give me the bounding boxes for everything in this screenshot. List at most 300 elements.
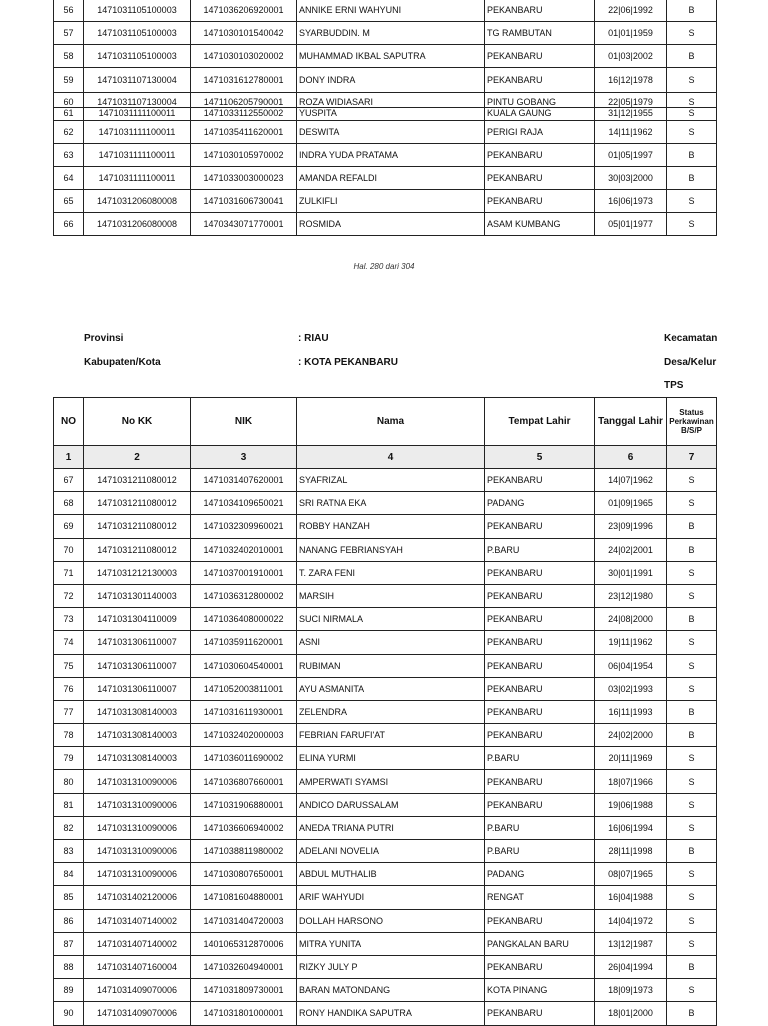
cell-nama: ASNI [297,631,485,654]
cell-tanggal-lahir: 22|05|1979 [595,93,667,108]
cell-no: 88 [54,955,84,978]
kabupaten-label: Kabupaten/Kota [84,357,161,368]
cell-no: 57 [54,22,84,45]
table-row [54,793,717,816]
cell-no-kk: 1471031306110007 [84,631,191,654]
cell-tempat-lahir: PANGKALAN BARU [485,932,595,955]
cell-tanggal-lahir: 24|02|2000 [595,724,667,747]
table-row [54,213,717,236]
cell-nik: 1471031606730041 [191,190,297,213]
cell-tanggal-lahir: 24|02|2001 [595,538,667,561]
cell-tanggal-lahir: 19|06|1988 [595,793,667,816]
cell-no: 66 [54,213,84,236]
cell-nik: 1471032402000003 [191,724,297,747]
cell-nama: AYU ASMANITA [297,677,485,700]
page-number: Hal. 280 dari 304 [353,262,415,271]
cell-nama: FEBRIAN FARUFI'AT [297,724,485,747]
cell-status: S [667,492,717,515]
cell-tempat-lahir: PEKANBARU [485,584,595,607]
cell-no-kk: 1471031407140002 [84,932,191,955]
col-header-tanggal-lahir: Tanggal Lahir [595,398,667,446]
cell-no: 73 [54,608,84,631]
cell-nik: 1471035911620001 [191,631,297,654]
cell-no: 74 [54,631,84,654]
cell-nik: 1471037001910001 [191,561,297,584]
cell-tempat-lahir: PEKANBARU [485,631,595,654]
cell-nama: ELINA YURMI [297,747,485,770]
cell-tanggal-lahir: 19|11|1962 [595,631,667,654]
cell-status: S [667,584,717,607]
cell-nik: 1471030101540042 [191,22,297,45]
cell-no-kk: 1471031111100011 [84,167,191,190]
cell-tanggal-lahir: 01|09|1965 [595,492,667,515]
cell-status: B [667,955,717,978]
provinsi-label: Provinsi [84,333,124,344]
cell-status: S [667,932,717,955]
cell-nik: 1471032309960021 [191,515,297,538]
cell-nama: NANANG FEBRIANSYAH [297,538,485,561]
cell-no: 89 [54,979,84,1002]
cell-tempat-lahir: PEKANBARU [485,515,595,538]
cell-tanggal-lahir: 06|04|1954 [595,654,667,677]
cell-status: S [667,108,717,121]
cell-status: S [667,793,717,816]
cell-no-kk: 1471031211080012 [84,469,191,492]
cell-nama: SUCI NIRMALA [297,608,485,631]
cell-nama: ABDUL MUTHALIB [297,863,485,886]
cell-nik: 1471034109650021 [191,492,297,515]
cell-status: B [667,0,717,22]
cell-tanggal-lahir: 01|05|1997 [595,144,667,167]
cell-nik: 1471038811980002 [191,840,297,863]
cell-no-kk: 1471031211080012 [84,492,191,515]
col-header-tempat-lahir: Tempat Lahir [485,398,595,446]
previous-page-table [53,0,717,236]
table-row [54,631,717,654]
cell-no-kk: 1471031308140003 [84,700,191,723]
table-row [54,121,717,144]
cell-tanggal-lahir: 16|11|1993 [595,700,667,723]
cell-status: S [667,979,717,1002]
cell-status: S [667,68,717,93]
cell-no-kk: 1471031310090006 [84,816,191,839]
table-row [54,93,717,108]
cell-nama: ZELENDRA [297,700,485,723]
cell-nik: 1471033112550002 [191,108,297,121]
cell-status: B [667,700,717,723]
cell-nama: T. ZARA FENI [297,561,485,584]
cell-no-kk: 1471031409070006 [84,1002,191,1025]
cell-tanggal-lahir: 03|02|1993 [595,677,667,700]
cell-nik: 1471032604940001 [191,955,297,978]
table-row [54,492,717,515]
cell-nik: 1471033003000023 [191,167,297,190]
column-number-row [54,446,717,469]
cell-tempat-lahir: PEKANBARU [485,770,595,793]
cell-nama: DONY INDRA [297,68,485,93]
cell-no-kk: 1471031310090006 [84,770,191,793]
table-row [54,68,717,93]
cell-no: 87 [54,932,84,955]
cell-nama: ANNIKE ERNI WAHYUNI [297,0,485,22]
cell-nama: BARAN MATONDANG [297,979,485,1002]
voter-table [53,397,717,1026]
cell-no: 85 [54,886,84,909]
cell-tanggal-lahir: 24|08|2000 [595,608,667,631]
table-row [54,955,717,978]
cell-no: 56 [54,0,84,22]
cell-tempat-lahir: PEKANBARU [485,561,595,584]
table-row [54,677,717,700]
cell-status: B [667,515,717,538]
cell-tempat-lahir: PEKANBARU [485,700,595,723]
cell-no: 71 [54,561,84,584]
cell-tempat-lahir: PEKANBARU [485,955,595,978]
cell-status: B [667,167,717,190]
cell-no-kk: 1471031310090006 [84,840,191,863]
cell-no-kk: 1471031212130003 [84,561,191,584]
cell-tanggal-lahir: 16|04|1988 [595,886,667,909]
cell-no-kk: 1471031409070006 [84,979,191,1002]
table-row [54,724,717,747]
col-header-nama: Nama [297,398,485,446]
cell-nik: 1401065312870006 [191,932,297,955]
cell-tempat-lahir: KOTA PINANG [485,979,595,1002]
table-row [54,700,717,723]
table-row [54,608,717,631]
cell-tempat-lahir: PEKANBARU [485,1002,595,1025]
cell-tempat-lahir: PERIGI RAJA [485,121,595,144]
table-row [54,167,717,190]
cell-no-kk: 1471031308140003 [84,724,191,747]
cell-nama: DOLLAH HARSONO [297,909,485,932]
cell-no: 90 [54,1002,84,1025]
cell-no-kk: 1471031310090006 [84,863,191,886]
cell-tempat-lahir: PEKANBARU [485,724,595,747]
col-number: 5 [485,446,595,469]
cell-status: B [667,1002,717,1025]
cell-status: B [667,724,717,747]
table-row [54,979,717,1002]
cell-no: 86 [54,909,84,932]
table-row [54,932,717,955]
cell-no-kk: 1471031107130004 [84,93,191,108]
cell-status: S [667,22,717,45]
cell-no-kk: 1471031111100011 [84,144,191,167]
table-row [54,654,717,677]
cell-nik: 1471036011690002 [191,747,297,770]
table-row [54,45,717,68]
column-header-row [54,398,717,446]
col-header-kk: No KK [84,398,191,446]
cell-tempat-lahir: P.BARU [485,538,595,561]
table-row [54,863,717,886]
cell-tanggal-lahir: 16|12|1978 [595,68,667,93]
cell-nik: 1471030604540001 [191,654,297,677]
cell-tanggal-lahir: 28|11|1998 [595,840,667,863]
cell-no: 79 [54,747,84,770]
cell-nik: 1471031611930001 [191,700,297,723]
cell-nama: AMANDA REFALDI [297,167,485,190]
cell-status: S [667,886,717,909]
cell-tanggal-lahir: 16|06|1994 [595,816,667,839]
cell-no-kk: 1471031306110007 [84,654,191,677]
table-row [54,144,717,167]
col-header-nik: NIK [191,398,297,446]
cell-status: B [667,608,717,631]
cell-tanggal-lahir: 23|09|1996 [595,515,667,538]
cell-tempat-lahir: PEKANBARU [485,144,595,167]
table-row [54,816,717,839]
cell-nama: RUBIMAN [297,654,485,677]
cell-tanggal-lahir: 18|09|1973 [595,979,667,1002]
cell-status: S [667,213,717,236]
cell-nama: SRI RATNA EKA [297,492,485,515]
cell-status: S [667,561,717,584]
cell-nama: ROZA WIDIASARI [297,93,485,108]
col-header-status: Status Perkawinan B/S/P [667,398,717,446]
col-header-no: NO [54,398,84,446]
cell-no-kk: 1471031310090006 [84,793,191,816]
cell-tempat-lahir: P.BARU [485,816,595,839]
cell-no-kk: 1471031306110007 [84,677,191,700]
cell-tempat-lahir: RENGAT [485,886,595,909]
cell-tanggal-lahir: 18|07|1966 [595,770,667,793]
cell-nik: 1471036408000022 [191,608,297,631]
cell-nik: 1471052003811001 [191,677,297,700]
cell-tanggal-lahir: 22|06|1992 [595,0,667,22]
cell-no-kk: 1471031206080008 [84,213,191,236]
cell-no: 68 [54,492,84,515]
cell-tempat-lahir: P.BARU [485,840,595,863]
cell-no-kk: 1471031407140002 [84,909,191,932]
cell-status: S [667,909,717,932]
cell-no: 62 [54,121,84,144]
table-row [54,108,717,121]
cell-status: S [667,677,717,700]
kecamatan-label: Kecamatan [664,333,718,344]
table-row [54,840,717,863]
cell-tanggal-lahir: 18|01|2000 [595,1002,667,1025]
cell-no: 63 [54,144,84,167]
cell-nik: 1471031404720003 [191,909,297,932]
cell-no: 70 [54,538,84,561]
cell-status: B [667,840,717,863]
table-row [54,538,717,561]
cell-nama: RONY HANDIKA SAPUTRA [297,1002,485,1025]
cell-no: 60 [54,93,84,108]
cell-status: S [667,121,717,144]
cell-tanggal-lahir: 30|01|1991 [595,561,667,584]
cell-nik: 1471036807660001 [191,770,297,793]
cell-tempat-lahir: PEKANBARU [485,68,595,93]
cell-tempat-lahir: PEKANBARU [485,793,595,816]
col-number: 3 [191,446,297,469]
cell-tempat-lahir: PEKANBARU [485,190,595,213]
cell-status: S [667,654,717,677]
cell-no-kk: 1471031407160004 [84,955,191,978]
cell-nama: RIZKY JULY P [297,955,485,978]
cell-tempat-lahir: PEKANBARU [485,654,595,677]
cell-no: 72 [54,584,84,607]
cell-nama: ANDICO DARUSSALAM [297,793,485,816]
cell-tanggal-lahir: 05|01|1977 [595,213,667,236]
col-number: 7 [667,446,717,469]
cell-no-kk: 1471031107130004 [84,68,191,93]
cell-no: 81 [54,793,84,816]
cell-status: S [667,816,717,839]
cell-tempat-lahir: PEKANBARU [485,45,595,68]
cell-no: 76 [54,677,84,700]
table-row [54,1002,717,1025]
cell-nik: 1471036606940002 [191,816,297,839]
cell-nik: 1471036206920001 [191,0,297,22]
cell-nik: 1471030807650001 [191,863,297,886]
cell-no: 78 [54,724,84,747]
cell-tempat-lahir: PEKANBARU [485,0,595,22]
cell-nik: 1471031612780001 [191,68,297,93]
cell-nama: SYARBUDDIN. M [297,22,485,45]
cell-tanggal-lahir: 14|07|1962 [595,469,667,492]
cell-tanggal-lahir: 14|11|1962 [595,121,667,144]
cell-no: 77 [54,700,84,723]
cell-status: S [667,863,717,886]
cell-nama: SYAFRIZAL [297,469,485,492]
cell-no: 58 [54,45,84,68]
table-row [54,469,717,492]
cell-no: 82 [54,816,84,839]
cell-tanggal-lahir: 01|03|2002 [595,45,667,68]
col-number: 1 [54,446,84,469]
cell-tempat-lahir: PINTU GOBANG [485,93,595,108]
cell-tempat-lahir: KUALA GAUNG [485,108,595,121]
cell-tanggal-lahir: 31|12|1955 [595,108,667,121]
cell-status: S [667,190,717,213]
cell-nama: MITRA YUNITA [297,932,485,955]
cell-no-kk: 1471031105100003 [84,45,191,68]
cell-no-kk: 1471031206080008 [84,190,191,213]
cell-nik: 1471031809730001 [191,979,297,1002]
cell-no: 83 [54,840,84,863]
cell-status: B [667,144,717,167]
cell-nama: YUSPITA [297,108,485,121]
cell-tempat-lahir: PEKANBARU [485,469,595,492]
kabupaten-value: : KOTA PEKANBARU [298,357,398,368]
cell-tempat-lahir: TG RAMBUTAN [485,22,595,45]
cell-no: 84 [54,863,84,886]
cell-no: 75 [54,654,84,677]
cell-status: S [667,469,717,492]
cell-no-kk: 1471031301140003 [84,584,191,607]
cell-status: B [667,538,717,561]
cell-status: S [667,770,717,793]
tps-label: TPS [664,380,684,391]
cell-tanggal-lahir: 16|06|1973 [595,190,667,213]
cell-no: 69 [54,515,84,538]
cell-status: S [667,747,717,770]
cell-tanggal-lahir: 30|03|2000 [595,167,667,190]
cell-no-kk: 1471031211080012 [84,515,191,538]
cell-nama: ADELANI NOVELIA [297,840,485,863]
table-row [54,0,717,22]
cell-nik: 1470343071770001 [191,213,297,236]
table-row [54,22,717,45]
cell-nik: 1471031906880001 [191,793,297,816]
col-number: 2 [84,446,191,469]
cell-tanggal-lahir: 01|01|1959 [595,22,667,45]
cell-no-kk: 1471031211080012 [84,538,191,561]
cell-no-kk: 1471031111100011 [84,108,191,121]
cell-no-kk: 1471031105100003 [84,0,191,22]
cell-nama: DESWITA [297,121,485,144]
voter-table-body [54,469,717,1026]
cell-nama: MARSIH [297,584,485,607]
table-row [54,747,717,770]
cell-tanggal-lahir: 14|04|1972 [595,909,667,932]
cell-tanggal-lahir: 20|11|1969 [595,747,667,770]
col-number: 6 [595,446,667,469]
cell-no: 64 [54,167,84,190]
cell-nik: 1471031407620001 [191,469,297,492]
cell-nama: INDRA YUDA PRATAMA [297,144,485,167]
cell-tempat-lahir: P.BARU [485,747,595,770]
cell-no: 59 [54,68,84,93]
cell-nama: MUHAMMAD IKBAL SAPUTRA [297,45,485,68]
cell-nama: ROSMIDA [297,213,485,236]
cell-no-kk: 1471031304110009 [84,608,191,631]
cell-nik: 1471031801000001 [191,1002,297,1025]
cell-status: S [667,631,717,654]
cell-no: 61 [54,108,84,121]
cell-nama: ARIF WAHYUDI [297,886,485,909]
cell-tempat-lahir: PEKANBARU [485,677,595,700]
desa-label: Desa/Kelur [664,357,717,368]
cell-nama: ROBBY HANZAH [297,515,485,538]
cell-nama: ZULKIFLI [297,190,485,213]
cell-nik: 1471030105970002 [191,144,297,167]
cell-tanggal-lahir: 26|04|1994 [595,955,667,978]
provinsi-value: : RIAU [298,333,329,344]
cell-nik: 1471106205790001 [191,93,297,108]
cell-no-kk: 1471031402120006 [84,886,191,909]
cell-tempat-lahir: PADANG [485,863,595,886]
cell-nik: 1471081604880001 [191,886,297,909]
table-row [54,561,717,584]
cell-no: 67 [54,469,84,492]
cell-tempat-lahir: PEKANBARU [485,909,595,932]
cell-nik: 1471030103020002 [191,45,297,68]
col-number: 4 [297,446,485,469]
cell-nik: 1471036312800002 [191,584,297,607]
cell-nik: 1471032402010001 [191,538,297,561]
cell-tanggal-lahir: 08|07|1965 [595,863,667,886]
table-row [54,190,717,213]
cell-tanggal-lahir: 13|12|1987 [595,932,667,955]
cell-nik: 1471035411620001 [191,121,297,144]
cell-tempat-lahir: PADANG [485,492,595,515]
table-row [54,584,717,607]
table-row [54,909,717,932]
table-row [54,770,717,793]
cell-no-kk: 1471031105100003 [84,22,191,45]
cell-tempat-lahir: PEKANBARU [485,167,595,190]
cell-no: 80 [54,770,84,793]
table-row [54,515,717,538]
cell-no-kk: 1471031308140003 [84,747,191,770]
cell-no: 65 [54,190,84,213]
cell-nama: ANEDA TRIANA PUTRI [297,816,485,839]
cell-tempat-lahir: PEKANBARU [485,608,595,631]
